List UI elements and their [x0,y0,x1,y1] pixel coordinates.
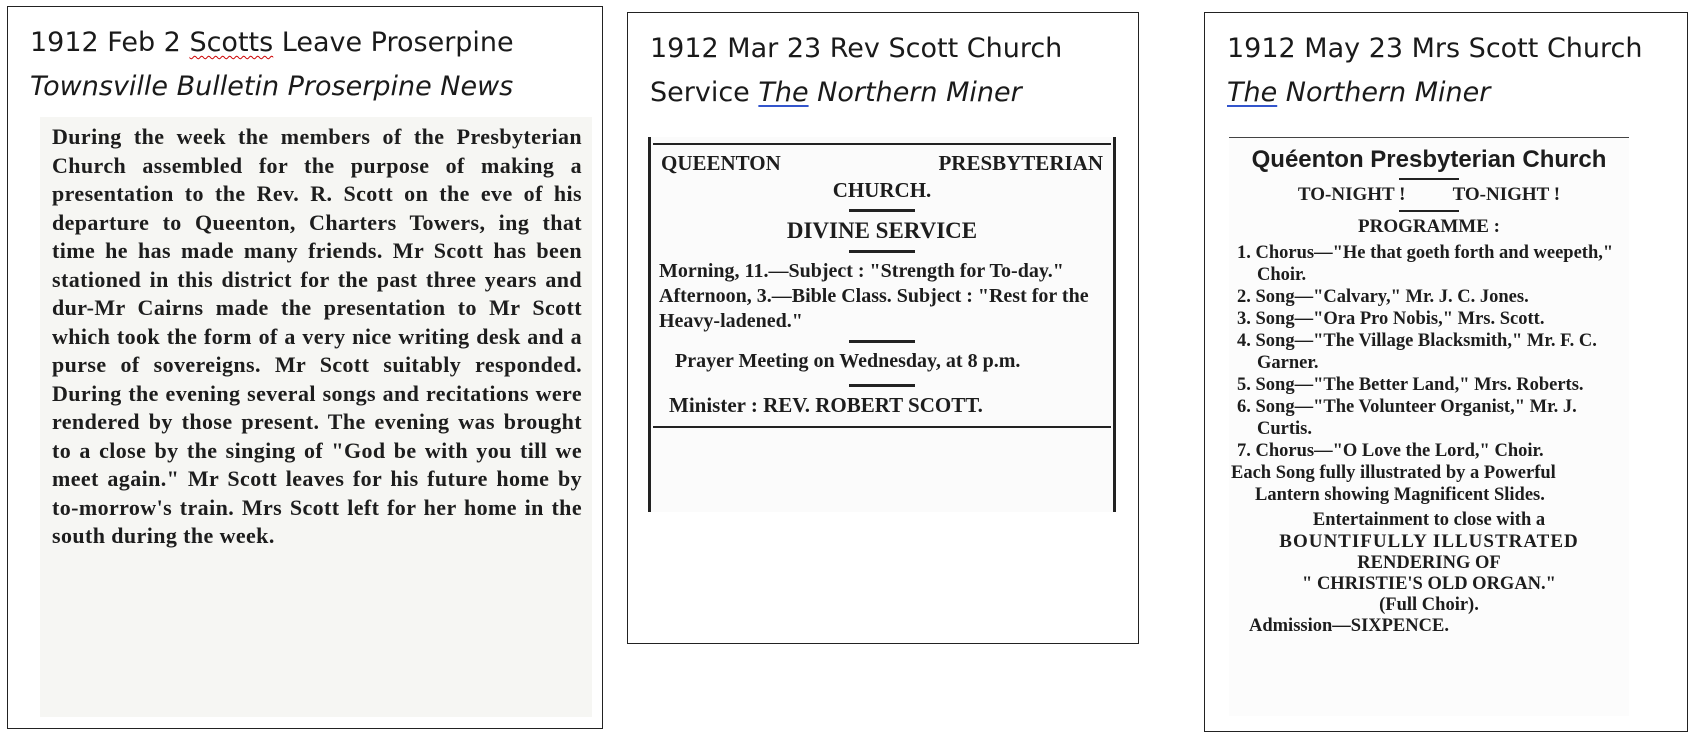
divider [849,250,915,253]
caption-date: 1912 Feb 2 [30,27,190,58]
clipping-panel-church-service [627,12,1139,644]
programme-item: 6. Song—"The Volunteer Organist," Mr. J. Curtis. [1237,397,1577,439]
caption-underlined-word: The [1227,77,1278,108]
panel-caption [30,21,514,109]
caption-line-1: 1912 May 23 Mrs Scott Church [1227,33,1643,64]
divider [1399,178,1459,180]
newspaper-advert [648,137,1116,512]
panel-caption [650,27,1062,115]
divider [849,384,915,387]
caption-line-2 [650,71,1062,115]
prayer-meeting: Prayer Meeting on Wednesday, at 8 p.m. [675,350,1021,372]
clipping-panel-proserpine [7,6,603,729]
article-body [40,117,592,551]
caption-line-1: 1912 Mar 23 Rev Scott Church [650,33,1063,64]
caption-source: Northern Miner [1277,77,1491,108]
divider [1399,210,1459,212]
programme-item: 7. Chorus—"O Love the Lord," Choir. [1237,441,1544,461]
caption-spellcheck-word: Scotts [189,27,274,58]
programme-item: 2. Song—"Calvary," Mr. J. C. Jones. [1237,287,1529,307]
programme-title: Quéenton Presbyterian Church [1251,146,1607,173]
caption-word: Service [650,77,759,108]
programme-item: 1. Chorus—"He that goeth forth and weepeth," Choir. [1237,243,1614,285]
newspaper-programme [1229,137,1629,716]
admission: Admission—SIXPENCE. [1249,616,1449,636]
programme-heading: PROGRAMME : [1358,216,1500,237]
programme-item: 3. Song—"Ora Pro Nobis," Mrs. Scott. [1237,309,1545,329]
programme-item: 5. Song—"The Better Land," Mrs. Roberts. [1237,375,1584,395]
divider [849,340,915,343]
programme-item: 4. Song—"The Village Blacksmith," Mr. F. C. Garner. [1237,331,1597,373]
header-line-2: CHURCH. [832,178,932,202]
caption-source: Northern Miner [808,77,1022,108]
entertainment-line: " CHRISTIE'S OLD ORGAN." [1302,574,1556,594]
article-text: During the week the members of the Presbyterian Church assembled for the purpose of making a presentation to the Rev. R. Scott on the eve of his departure to Queenton, Charters Towers, ing that time he has made many friends. Mr Scott has been stationed in this district for the past three years and dur-Mr Cairns made the presentation to Mr Scott which took the form of a very nice writing desk and a purse of sovereigns. Mr Scott suitably responded. During the evening several songs and recitations were rendered by those present. The evening was brought to a close by the singing of "God be with you till we meet again." Mr Scott leaves for his future home by to-morrow's train. Mrs Scott left for her home in the south during the week. [52,124,582,548]
advert-title: DIVINE SERVICE [786,218,978,243]
divider [849,209,915,212]
afternoon-service: Afternoon, 3.—Bible Class. Subject : "Rest for the Heavy-ladened." [659,285,1089,332]
entertainment-line: RENDERING OF [1357,553,1501,573]
entertainment-line: Entertainment to close with a [1312,510,1546,530]
entertainment-line: BOUNTIFULLY ILLUSTRATED [1279,531,1579,552]
caption-source: Townsville Bulletin Proserpine News [30,71,514,102]
header-right: PRESBYTERIAN [938,151,1103,175]
advert-header [651,145,1113,176]
panel-caption [1227,27,1642,115]
caption-underlined-word: The [758,77,809,108]
entertainment-line: (Full Choir). [1379,595,1479,615]
morning-service: Morning, 11.—Subject : "Strength for To-day." [659,260,1064,282]
programme-note: Each Song fully illustrated by a Powerful Lantern showing Magnificent Slides. [1231,463,1556,505]
clipping-panel-programme [1204,12,1688,732]
newspaper-clipping [40,117,592,717]
caption-title: Leave Proserpine [273,27,514,58]
header-left: QUEENTON [661,151,781,175]
bottom-rule [653,426,1111,428]
caption-line-1 [30,21,514,65]
minister: Minister : REV. ROBERT SCOTT. [669,393,983,417]
tonight-banner: TO-NIGHT ! TO-NIGHT ! [1297,184,1561,205]
caption-line-2 [1227,71,1642,115]
